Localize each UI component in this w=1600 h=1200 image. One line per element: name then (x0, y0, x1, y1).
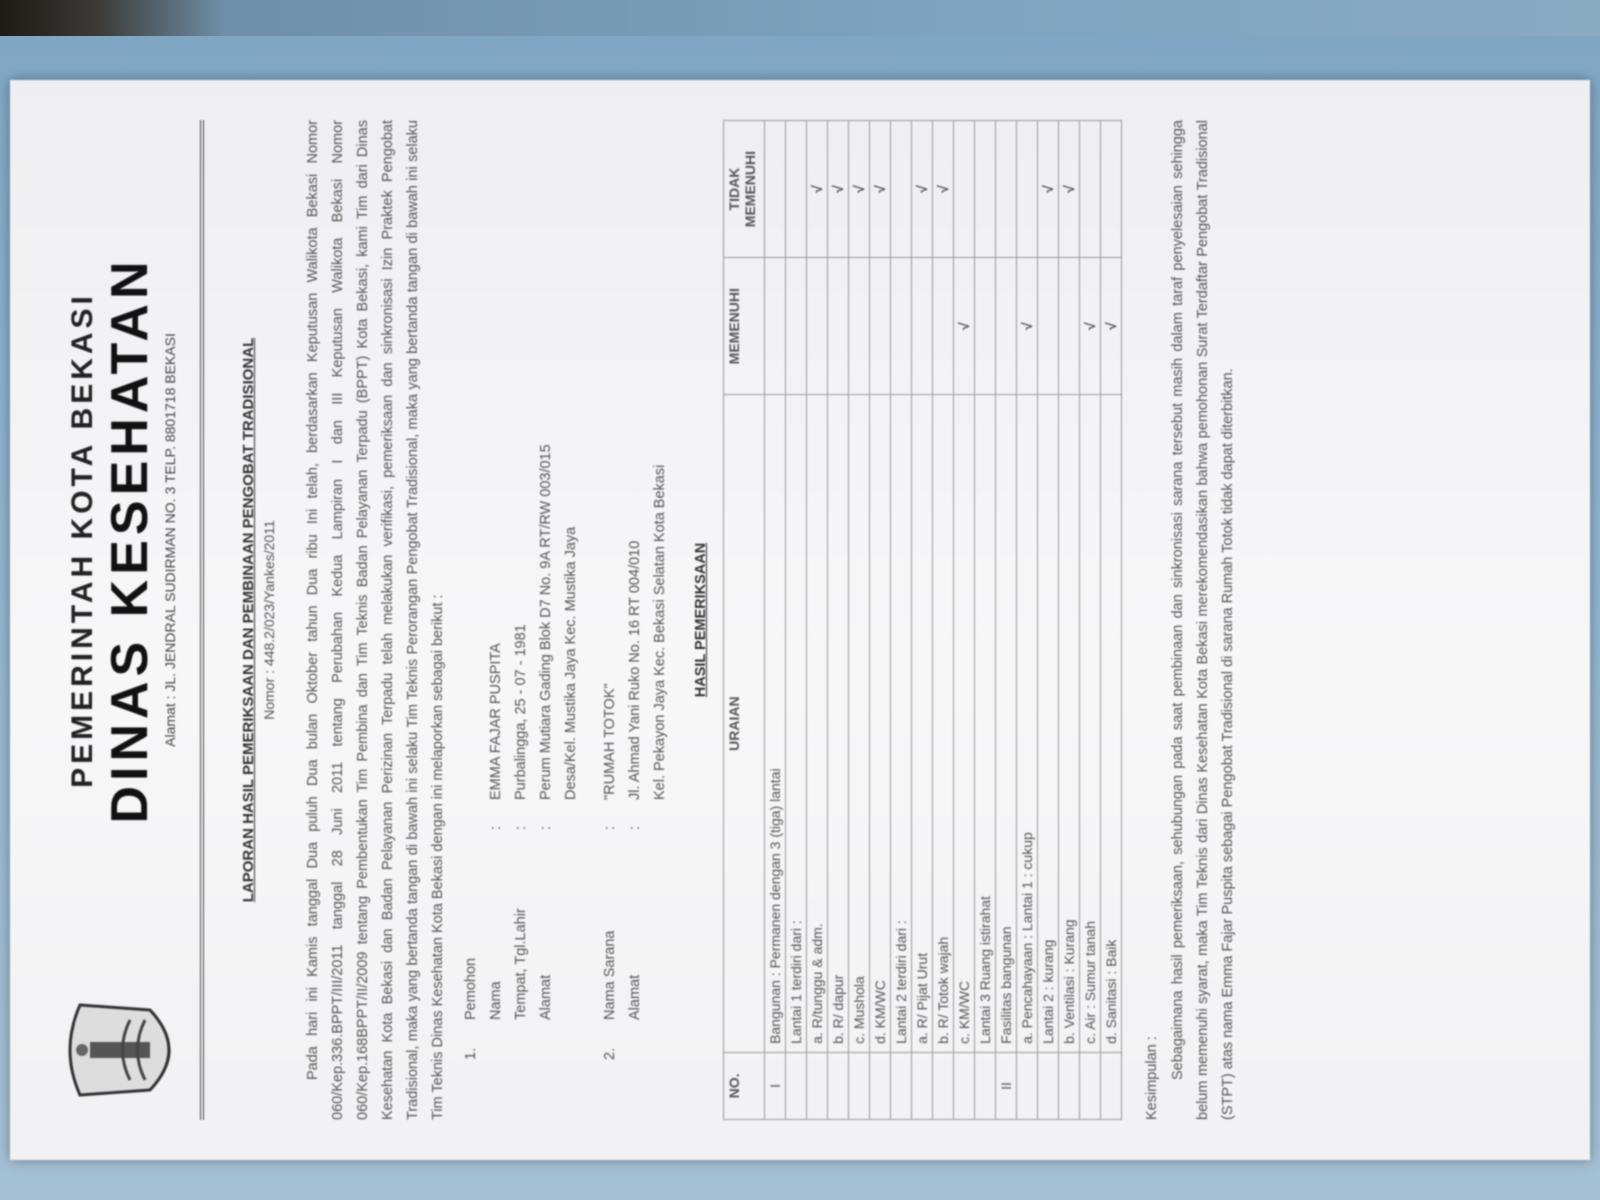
row-desc: Lantai 3 Ruang istirahat (975, 395, 996, 1053)
table-row (1059, 121, 1080, 1120)
table-row (996, 121, 1017, 1120)
applicant-name: EMMA FAJAR PUSPITA (488, 643, 504, 800)
row-ok (912, 258, 933, 395)
row-desc: a. R/tunggu & adm. (807, 395, 828, 1053)
birth-label: Tempat, Tgl.Lahir (513, 908, 529, 1020)
row-ok (975, 258, 996, 395)
table-row (912, 121, 933, 1120)
facility-address-label: Alamat (627, 974, 643, 1020)
report-number: Nomor : 448.2/023/Yankes/2011 (261, 520, 277, 720)
table-row (765, 121, 786, 1120)
row-nok (765, 121, 786, 258)
table-row (1038, 121, 1059, 1120)
table-row (870, 121, 891, 1120)
row-no (870, 1052, 891, 1119)
table-row (786, 121, 807, 1120)
table-row (807, 121, 828, 1120)
letterhead-address: Alamat : JL. JENDRAL SUDIRMAN NO. 3 TELP. 8801718 BEKASI (162, 333, 178, 747)
row-no: II (996, 1052, 1017, 1119)
row-no (1038, 1052, 1059, 1119)
exam-title: HASIL PEMERIKSAAN (693, 542, 709, 698)
row-no (849, 1052, 870, 1119)
row-desc: Lantai 2 terdiri dari : (891, 395, 912, 1053)
facility-address-line2: Kel. Pekayon Jaya Kec. Bekasi Selatan Kota Bekasi (652, 464, 668, 800)
row-ok (933, 258, 954, 395)
row-nok: √ (912, 121, 933, 258)
row-ok: √ (1080, 258, 1101, 395)
row-nok (1017, 121, 1038, 258)
row-nok (891, 121, 912, 258)
row-nok: √ (933, 121, 954, 258)
department-title: DINAS KESEHATAN (101, 256, 159, 824)
row-ok (807, 258, 828, 395)
row-ok (849, 258, 870, 395)
conclusion-text: Sebagaimana hasil pemeriksaan, sehubungan pada saat pembinaan dan sinkronisasi sarana tersebut masih dalam taraf penyelesaian sehingga belum memenuhi syarat, maka Tim Teknis dari Dinas Kesehatan Kota Bekasi merekomendasikan bahwa pemohonan Surat Terdaftar Pengobat Tradisional (STPT) atas nama Emma Fajar Puspita sebagai Pengobat Tradisional di sarana Rumah Totok tidak dapat diterbitkan. (1170, 120, 1236, 1120)
applicant-birth: Purbalingga, 25 - 07 - 1981 (513, 624, 529, 800)
row-desc: Lantai 1 terdiri dari : (786, 395, 807, 1053)
table-row (954, 121, 975, 1120)
row-no (1080, 1052, 1101, 1119)
name-label: Nama (488, 981, 504, 1020)
row-desc: Lantai 2 : kurang (1038, 395, 1059, 1053)
city-emblem-icon (60, 990, 190, 1110)
applicant-address-line1: Perum Mutiara Gading Blok D7 No. 9A RT/RW 003/015 (538, 444, 554, 800)
conclusion-label: Kesimpulan : (1144, 1036, 1160, 1120)
header-ok: MEMENUHI (724, 258, 765, 395)
conclusion-section (1144, 120, 1241, 1120)
row-ok (786, 258, 807, 395)
row-desc: c. Air : Sumur tanah (1080, 395, 1101, 1053)
row-ok (765, 258, 786, 395)
row-nok: √ (807, 121, 828, 258)
row-desc: c. KM/WC (954, 395, 975, 1053)
row-nok (1080, 121, 1101, 258)
row-ok (870, 258, 891, 395)
address-label: Alamat (538, 974, 554, 1020)
row-nok: √ (828, 121, 849, 258)
row-no: I (765, 1052, 786, 1119)
row-ok (828, 258, 849, 395)
document-page (10, 80, 1590, 1160)
table-row (891, 121, 912, 1120)
row-ok (996, 258, 1017, 395)
row-no (1101, 1052, 1122, 1119)
row-nok: √ (1038, 121, 1059, 258)
facility-name: "RUMAH TOTOK" (602, 683, 618, 800)
row-ok: √ (1017, 258, 1038, 395)
row-nok (954, 121, 975, 258)
header-desc: URAIAN (724, 395, 765, 1053)
section-number: 1. (463, 1047, 479, 1060)
row-nok (975, 121, 996, 258)
row-no (807, 1052, 828, 1119)
row-ok (891, 258, 912, 395)
row-ok (1059, 258, 1080, 395)
row-desc: Fasilitas bangunan (996, 395, 1017, 1053)
table-row (828, 121, 849, 1120)
row-no (975, 1052, 996, 1119)
row-nok: √ (870, 121, 891, 258)
row-desc: a. Pencahayaan : Lantai 1 : cukup (1017, 395, 1038, 1053)
row-no (891, 1052, 912, 1119)
row-desc: a. R/ Pijat Urut (912, 395, 933, 1053)
table-row (1017, 121, 1038, 1120)
row-no (828, 1052, 849, 1119)
row-no (912, 1052, 933, 1119)
row-desc: b. Ventilasi : Kurang (1059, 395, 1080, 1053)
section-label: Pemohon (463, 957, 479, 1020)
table-row (1080, 121, 1101, 1120)
row-nok (786, 121, 807, 258)
row-ok (1038, 258, 1059, 395)
row-no (954, 1052, 975, 1119)
row-no (1059, 1052, 1080, 1119)
table-row (975, 121, 996, 1120)
row-nok (996, 121, 1017, 258)
row-no (933, 1052, 954, 1119)
applicant-address-line2: Desa/Kel. Mustika Jaya Kec. Mustika Jaya (563, 526, 579, 800)
header-no: NO. (724, 1052, 765, 1119)
row-nok: √ (849, 121, 870, 258)
row-ok: √ (1101, 258, 1122, 395)
row-nok (1101, 121, 1122, 258)
table-row (1101, 121, 1122, 1120)
government-title: PEMERINTAH KOTA BEKASI (66, 292, 99, 788)
report-title: LAPORAN HASIL PEMERIKSAAN DAN PEMBINAAN PENGOBAT TRADISIONAL (240, 337, 257, 903)
facility-section-number: 2. (602, 1047, 618, 1060)
row-desc: b. R/ dapur (828, 395, 849, 1053)
facility-address-line1: Jl. Ahmad Yani Ruko No. 16 RT 004/010 (627, 540, 643, 800)
row-no (1017, 1052, 1038, 1119)
letterhead (50, 120, 204, 1120)
table-row (849, 121, 870, 1120)
intro-paragraph: Pada hari ini Kamis tanggal Dua puluh Dua bulan Oktober tahun Dua ribu Ini telah, berdasarkan Keputusan Walikota Bekasi Nomor 060/Kep.336.BPPT/III/2011 tanggal 28 Juni 2011 tentang Perubahan Kedua Lampiran I dan III Keputusan Walikota Bekasi Nomor 060/Kep.168BPPT/II/2009 tentang Pembentukan Tim Pembina dan Tim Teknis Badan Pelayanan Terpadu (BPPT) Kota Bekasi, kami Tim dari Dinas Kesehatan Kota Bekasi dan Badan Pelayanan Perizinan Terpadu telah melakukan verifikasi, pemeriksaan dan sinkronisasi Izin Praktek Pengobat Tradisional, maka yang bertanda tangan di bawah ini selaku Tim Teknis Perorangan Pengobat Tradisional, maka yang bertanda tangan di bawah ini selaku Tim Teknis Dinas Kesehatan Kota Bekasi dengan ini melaporkan sebagai berikut : (305, 120, 446, 1120)
row-desc: c. Mushola (849, 395, 870, 1053)
row-no (786, 1052, 807, 1119)
row-desc: d. Sanitasi : Baik (1101, 395, 1122, 1053)
row-desc: d. KM/WC (870, 395, 891, 1053)
row-desc: Bangunan : Permanen dengan 3 (tiga) lantai (765, 395, 786, 1053)
row-ok: √ (954, 258, 975, 395)
applicant-section: 1. Pemohon Nama : EMMA FAJAR PUSPITA Tempat, Tgl.Lahir : Purbalingga, 25 - 07 - 1981 Alamat : Perum Mutiara Gading Blok D7 No. 9A RT/RW 003/015 Desa/Kel. Mustika Jaya Kec. Mustika Jaya 2. Nama Sarana : "RUMAH TOTOK" Alamat : Jl. Ahmad Yani Ruko No. 16 RT 004/010 Kel. Pekayon Jaya Kec. Bekasi Selatan Kota Bekasi (459, 120, 673, 1120)
facility-name-label: Nama Sarana (602, 930, 618, 1020)
row-nok: √ (1059, 121, 1080, 258)
header-nok: TIDAK MEMENUHI (724, 121, 765, 258)
table-row (933, 121, 954, 1120)
row-desc: b. R/ Totok wajah (933, 395, 954, 1053)
exam-table (723, 120, 1122, 1120)
